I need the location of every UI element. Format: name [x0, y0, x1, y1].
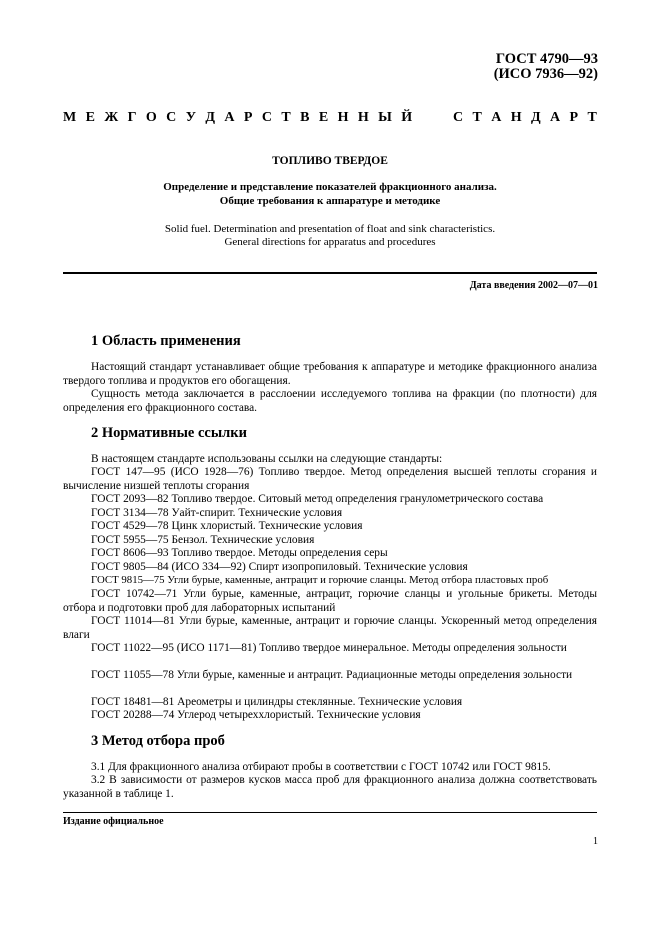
banner-letter: С	[166, 110, 177, 125]
reference-item: ГОСТ 8606—93 Топливо твердое. Методы определения серы	[91, 547, 388, 559]
banner-letter: Р	[569, 110, 579, 125]
banner-letter: Е	[85, 110, 95, 125]
subtitle-ru-line2: Общие требования к аппаратуре и методике	[219, 195, 441, 207]
reference-item: ГОСТ 3134—78 Уайт-спирит. Технические условия	[91, 507, 343, 519]
official-edition-label: Издание официальное	[63, 816, 164, 827]
header-divider	[63, 272, 597, 274]
banner-letter: А	[550, 110, 561, 125]
reference-item: ГОСТ 18481—81 Ареометры и цилиндры стеклянные. Технические условия	[91, 696, 463, 708]
banner-letter: Н	[337, 110, 349, 125]
section-1-paragraph-1: Настоящий стандарт устанавливает общие требования к аппаратуре и методике фракционного анализа твердого топлива и продуктов его обогащения.	[63, 361, 597, 387]
section-3-heading: 3 Метод отбора проб	[91, 733, 225, 749]
reference-item: ГОСТ 147—95 (ИСО 1928—76) Топливо твердое. Метод определения высшей теплоты сгорания и вычисление низшей теплоты сгорания	[63, 466, 597, 492]
banner-letter: Д	[205, 110, 215, 125]
section-2-intro: В настоящем стандарте использованы ссылки на следующие стандарты:	[91, 453, 443, 465]
banner-letter: А	[224, 110, 235, 125]
reference-item: ГОСТ 2093—82 Топливо твердое. Ситовый метод определения гранулометрического состава	[91, 493, 544, 505]
banner-letter: У	[185, 110, 196, 125]
banner-letter: О	[145, 110, 157, 125]
reference-item: ГОСТ 9805—84 (ИСО 334—92) Спирт изопропиловый. Технические условия	[91, 561, 468, 573]
standard-code-gost: ГОСТ 4790—93	[495, 51, 598, 67]
section-2-heading: 2 Нормативные ссылки	[91, 425, 247, 441]
banner-word-gap	[422, 110, 444, 126]
banner-letter: Е	[318, 110, 329, 125]
banner-letter: Д	[531, 110, 541, 125]
banner-letter: Т	[472, 110, 482, 125]
banner-letter: М	[63, 110, 77, 125]
reference-item: ГОСТ 9815—75 Угли бурые, каменные, антрацит и горючие сланцы. Метод отбора пластовых проб	[91, 574, 549, 586]
reference-item: ГОСТ 11055—78 Угли бурые, каменные и антрацит. Радиационные методы определения зольности	[91, 669, 573, 681]
banner-letter: Н	[357, 110, 369, 125]
banner-letter: Ы	[378, 110, 392, 125]
subtitle-russian	[63, 180, 597, 208]
reference-item: ГОСТ 10742—71 Угли бурые, каменные, антрацит, горючие сланцы и угольные брикеты. Методы отбора и подготовки проб для лабораторных испытаний	[63, 588, 597, 614]
section-1-heading: 1 Область применения	[91, 333, 241, 349]
subtitle-en-line2: General directions for apparatus and procedures	[224, 236, 436, 248]
page-number: 1	[593, 836, 598, 847]
subtitle-english	[63, 223, 597, 249]
footer-divider	[63, 812, 597, 813]
section-3-clause-2: 3.2 В зависимости от размеров кусков масса проб для фракционного анализа должна соответствовать указанной в таблице 1.	[63, 774, 597, 800]
banner-letter: Т	[281, 110, 291, 125]
effective-date: Дата введения 2002—07—01	[469, 280, 598, 291]
banner-letter: Ж	[104, 110, 119, 125]
banner-letter: А	[491, 110, 502, 125]
banner-letter: Т	[587, 110, 597, 125]
document-title: ТОПЛИВО ТВЕРДОЕ	[272, 155, 388, 167]
standard-code	[494, 52, 598, 82]
banner-letter: Й	[401, 110, 413, 125]
interstate-standard-banner	[63, 110, 597, 126]
banner-letter: С	[261, 110, 272, 125]
banner-letter: В	[300, 110, 310, 125]
reference-item: ГОСТ 5955—75 Бензол. Технические условия	[91, 534, 315, 546]
reference-item: ГОСТ 20288—74 Углерод четыреххлористый. Технические условия	[91, 709, 421, 721]
banner-letter: Р	[243, 110, 253, 125]
section-1-paragraph-2: Сущность метода заключается в расслоении исследуемого топлива на фракции (по плотности) для определения его фракционного состава.	[63, 388, 597, 414]
section-3-clause-1: 3.1 Для фракционного анализа отбирают пробы в соответствии с ГОСТ 10742 или ГОСТ 9815.	[91, 761, 551, 773]
reference-item: ГОСТ 4529—78 Цинк хлористый. Технические условия	[91, 520, 363, 532]
banner-letter: С	[452, 110, 464, 125]
subtitle-ru-line1: Определение и представление показателей фракционного анализа.	[163, 181, 497, 193]
subtitle-en-line1: Solid fuel. Determination and presentation of float and sink characteristics.	[164, 223, 496, 235]
banner-letter: Г	[127, 110, 137, 125]
reference-item: ГОСТ 11022—95 (ИСО 1171—81) Топливо твердое минеральное. Методы определения зольности	[91, 642, 567, 654]
standard-code-iso: (ИСО 7936—92)	[493, 66, 598, 82]
banner-letter: Н	[510, 110, 522, 125]
reference-item: ГОСТ 11014—81 Угли бурые, каменные, антрацит и горючие сланцы. Ускоренный метод определения влаги	[63, 615, 597, 641]
